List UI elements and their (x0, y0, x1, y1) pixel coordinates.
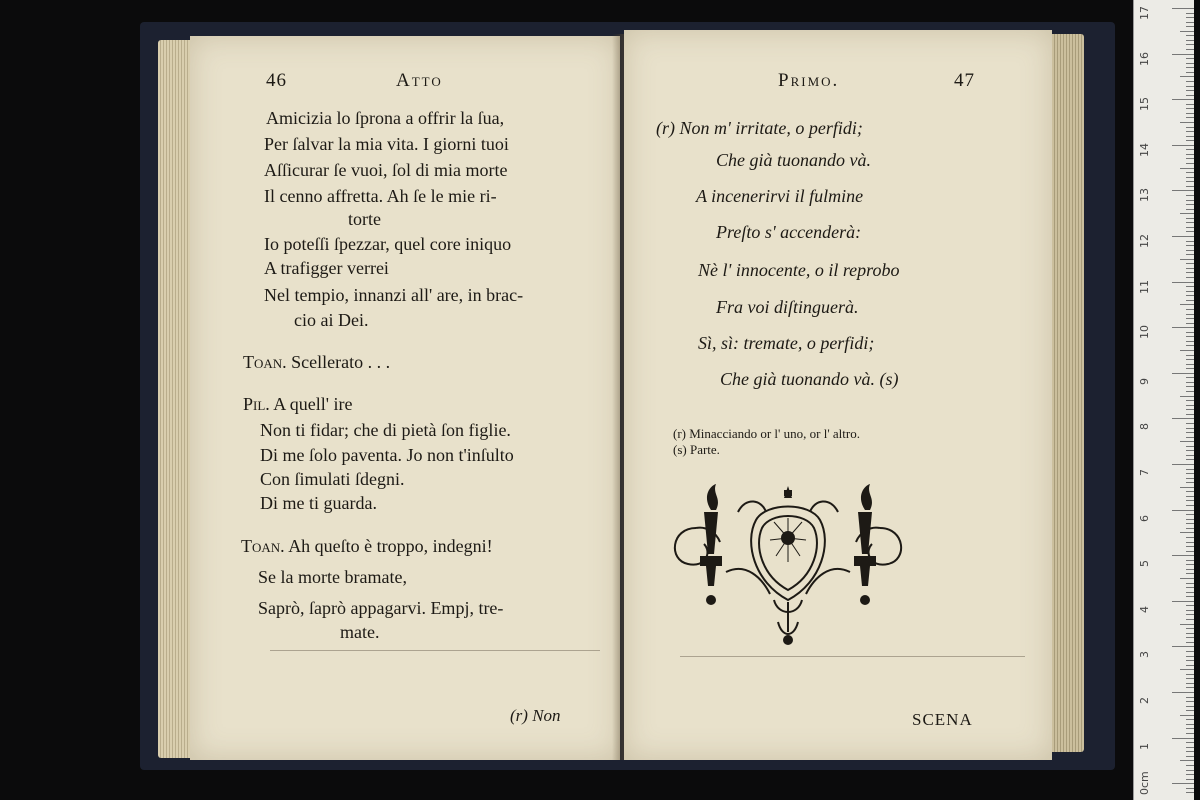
ruler-tick (1186, 605, 1194, 606)
ruler-tick (1186, 573, 1194, 574)
ruler-tick (1186, 113, 1194, 114)
ruler-tick (1186, 58, 1194, 59)
ruler-number: 17 (1138, 6, 1151, 20)
ruler-tick (1186, 719, 1194, 720)
speech-2-first (243, 394, 353, 415)
speech-2-line: Di me ſolo paventa. Jo non t'inſulto (260, 445, 514, 465)
ruler-tick (1186, 756, 1194, 757)
ruler-tick (1186, 414, 1194, 415)
fleuron-ornament (666, 482, 910, 648)
left-catchword (510, 706, 561, 726)
ruler-tick (1186, 724, 1194, 725)
ruler-tick (1186, 231, 1194, 232)
ruler-tick (1186, 742, 1194, 743)
ruler-tick (1186, 336, 1194, 337)
ruler-tick (1186, 26, 1194, 27)
ruler-tick (1186, 40, 1194, 41)
left-page-number: 46 (266, 70, 287, 91)
ruler-tick (1186, 200, 1194, 201)
ruler-tick (1186, 482, 1194, 483)
ruler-tick (1172, 783, 1194, 784)
ruler-number: 7 (1138, 469, 1151, 476)
ruler-tick (1186, 469, 1194, 470)
ruler-tick (1186, 127, 1194, 128)
speech-2-line: Non ti fidar; che di pietà ſon figlie. (260, 420, 511, 440)
ruler-number: 1 (1138, 742, 1151, 750)
ruler-tick (1186, 136, 1194, 137)
ruler-tick (1186, 355, 1194, 356)
aria-line: Che già tuonando và. (s) (720, 369, 899, 389)
ruler-tick (1172, 464, 1194, 465)
ruler-tick (1172, 99, 1194, 100)
ruler-tick (1186, 500, 1194, 501)
ruler-tick (1186, 117, 1194, 118)
ruler-tick (1186, 596, 1194, 597)
ruler-tick (1186, 263, 1194, 264)
ruler-tick (1186, 241, 1194, 242)
ruler-tick (1186, 250, 1194, 251)
ruler-number: 16 (1138, 51, 1151, 66)
ruler-tick (1172, 327, 1194, 328)
aria-line: Sì, sì: tremate, o perfidi; (698, 333, 875, 353)
ruler-number: 5 (1138, 560, 1151, 568)
verse-line: torte (348, 209, 381, 229)
ruler-tick (1186, 765, 1194, 766)
ruler-number: 15 (1138, 97, 1151, 112)
ruler-tick (1186, 687, 1194, 688)
ruler-tick (1180, 578, 1194, 579)
verse-line: Per ſalvar la mia vita. I giorni tuoi (264, 134, 509, 154)
ruler-tick (1186, 701, 1194, 702)
ruler-tick (1186, 332, 1194, 333)
ruler-tick (1186, 368, 1194, 369)
ruler-number: 9 (1138, 377, 1151, 385)
ruler-number: 11 (1138, 279, 1151, 294)
ruler-tick (1186, 674, 1194, 675)
ruler-tick (1186, 788, 1194, 789)
ruler-tick (1172, 8, 1194, 9)
ruler-tick (1172, 236, 1194, 237)
ruler-tick (1186, 514, 1194, 515)
ruler-tick (1186, 345, 1194, 346)
ruler-tick (1180, 168, 1194, 169)
ruler-tick (1186, 496, 1194, 497)
ruler-tick (1186, 181, 1194, 182)
speaker-label: Pil. (243, 394, 270, 414)
ruler-tick (1172, 373, 1194, 374)
ruler-number: 8 (1138, 423, 1151, 431)
ruler-tick (1186, 286, 1194, 287)
ruler-tick (1186, 633, 1194, 634)
ruler-tick (1186, 409, 1194, 410)
aria-line: Che già tuonando và. (716, 150, 871, 170)
ruler-tick (1186, 651, 1194, 652)
ruler-tick (1186, 222, 1194, 223)
verse-line: Il cenno affretta. Ah ſe le mie ri- (264, 186, 497, 206)
ruler-tick (1186, 678, 1194, 679)
ruler-tick (1186, 158, 1194, 159)
ruler-tick (1186, 459, 1194, 460)
speaker-label: Toan. (243, 352, 287, 372)
ruler-tick (1186, 446, 1194, 447)
measurement-ruler (1133, 0, 1194, 800)
speech-2-line: Di me ti guarda. (260, 493, 377, 513)
ruler-tick (1186, 314, 1194, 315)
ruler-tick (1186, 272, 1194, 273)
aria-line: (r) Non m' irritate, o perfidi; (656, 118, 863, 138)
ruler-tick (1186, 300, 1194, 301)
ruler-tick (1172, 738, 1194, 739)
aria-line: Fra voi diſtinguerà. (716, 297, 859, 317)
left-running-head: Atto (396, 70, 443, 91)
speech-2-line: Con ſimulati ſdegni. (260, 469, 405, 489)
ruler-tick (1186, 706, 1194, 707)
ruler-tick (1186, 359, 1194, 360)
ruler-tick (1186, 428, 1194, 429)
ruler-tick (1186, 154, 1194, 155)
ruler-tick (1186, 587, 1194, 588)
ruler-tick (1186, 610, 1194, 611)
ruler-tick (1186, 86, 1194, 87)
ruler-tick (1186, 17, 1194, 18)
ruler-tick (1186, 583, 1194, 584)
ruler-number: 14 (1138, 142, 1151, 157)
ruler-tick (1186, 733, 1194, 734)
ruler-tick (1180, 487, 1194, 488)
bleed-through-rule (270, 650, 600, 652)
ruler-tick (1186, 523, 1194, 524)
ruler-tick (1186, 779, 1194, 780)
ruler-tick (1186, 104, 1194, 105)
ruler-tick (1186, 592, 1194, 593)
speech-text: Scellerato . . . (291, 352, 391, 372)
ruler-tick (1186, 519, 1194, 520)
right-catchword: SCENA (912, 710, 973, 729)
ruler-tick (1186, 569, 1194, 570)
ruler-tick (1180, 624, 1194, 625)
ruler-number: 2 (1138, 697, 1151, 704)
speech-3-first (241, 536, 493, 557)
ruler-tick (1186, 108, 1194, 109)
ruler-tick (1186, 72, 1194, 73)
ruler-tick (1180, 31, 1194, 32)
speech-3-line: mate. (340, 622, 380, 642)
ruler-tick (1186, 268, 1194, 269)
speaker-label: Toan. (241, 536, 285, 556)
ruler-tick (1186, 614, 1194, 615)
ruler-tick (1180, 760, 1194, 761)
ruler-tick (1186, 405, 1194, 406)
ruler-tick (1180, 441, 1194, 442)
ruler-tick (1180, 259, 1194, 260)
ruler-tick (1172, 510, 1194, 511)
ruler-tick (1186, 546, 1194, 547)
ruler-tick (1186, 628, 1194, 629)
ruler-tick (1172, 145, 1194, 146)
ruler-tick (1186, 382, 1194, 383)
ruler-tick (1180, 532, 1194, 533)
ruler-tick (1180, 396, 1194, 397)
ruler-tick (1186, 35, 1194, 36)
ruler-tick (1186, 432, 1194, 433)
speech-3-line: Saprò, ſaprò appagarvi. Empj, tre- (258, 598, 504, 618)
ruler-tick (1186, 683, 1194, 684)
ruler-tick (1186, 13, 1194, 14)
ruler-tick (1186, 44, 1194, 45)
ruler-tick (1172, 601, 1194, 602)
footnote: (r) Minacciando or l' uno, or l' altro. (673, 426, 860, 441)
ruler-tick (1186, 318, 1194, 319)
ruler-tick (1186, 377, 1194, 378)
ruler-tick (1186, 149, 1194, 150)
right-page (624, 30, 1052, 760)
speech-1 (243, 352, 390, 373)
ruler-tick (1186, 774, 1194, 775)
footnote: (s) Parte. (673, 442, 720, 457)
right-page-number: 47 (954, 70, 975, 91)
ruler-tick (1186, 642, 1194, 643)
ruler-number: 3 (1138, 651, 1151, 659)
ruler-tick (1186, 491, 1194, 492)
ruler-tick (1186, 177, 1194, 178)
ruler-tick (1186, 528, 1194, 529)
ruler-tick (1186, 697, 1194, 698)
ruler-tick (1186, 309, 1194, 310)
aria-line: Preſto s' accenderà: (716, 222, 862, 242)
ruler-tick (1186, 49, 1194, 50)
verse-line: A trafigger verrei (264, 258, 389, 278)
ruler-tick (1186, 172, 1194, 173)
ruler-tick (1186, 22, 1194, 23)
ruler-tick (1186, 656, 1194, 657)
ruler-tick (1186, 81, 1194, 82)
ruler-tick (1186, 254, 1194, 255)
ruler-tick (1186, 747, 1194, 748)
ruler-tick (1186, 619, 1194, 620)
verse-line: Aſſicurar ſe vuoi, ſol di mia morte (264, 160, 508, 180)
ruler-tick (1180, 304, 1194, 305)
ruler-tick (1186, 245, 1194, 246)
ruler-tick (1186, 450, 1194, 451)
ruler-tick (1186, 770, 1194, 771)
ruler-number: 10 (1138, 325, 1151, 340)
ruler-tick (1186, 140, 1194, 141)
ruler-tick (1186, 637, 1194, 638)
ruler-tick (1186, 564, 1194, 565)
ruler-tick (1172, 54, 1194, 55)
ruler-tick (1186, 227, 1194, 228)
ruler-tick (1186, 437, 1194, 438)
bleed-through-rule (680, 656, 1025, 658)
ruler-tick (1186, 163, 1194, 164)
ruler-tick (1180, 350, 1194, 351)
ruler-tick (1186, 218, 1194, 219)
ruler-tick (1186, 537, 1194, 538)
catchword-text: (r) Non (510, 706, 561, 725)
ruler-tick (1186, 63, 1194, 64)
ruler-tick (1186, 455, 1194, 456)
right-running-head: Primo. (778, 70, 840, 91)
speech-3-line: Se la morte bramate, (258, 567, 407, 587)
ruler-tick (1180, 715, 1194, 716)
ruler-tick (1186, 728, 1194, 729)
ruler-tick (1186, 478, 1194, 479)
ruler-tick (1186, 186, 1194, 187)
ruler-tick (1180, 213, 1194, 214)
ruler-tick (1186, 710, 1194, 711)
ruler-tick (1186, 131, 1194, 132)
ruler-tick (1186, 665, 1194, 666)
ruler-tick (1186, 90, 1194, 91)
ruler-tick (1186, 364, 1194, 365)
ruler-number: 12 (1138, 234, 1151, 248)
ruler-tick (1172, 555, 1194, 556)
ruler-tick (1186, 391, 1194, 392)
ruler-tick (1186, 195, 1194, 196)
ruler-tick (1180, 76, 1194, 77)
ruler-tick (1186, 542, 1194, 543)
ruler-number: 6 (1138, 514, 1151, 522)
ruler-tick (1186, 560, 1194, 561)
ruler-tick (1186, 95, 1194, 96)
ruler-number: 0cm (1138, 771, 1151, 796)
ruler-tick (1180, 122, 1194, 123)
ruler-tick (1186, 792, 1194, 793)
verse-line: Io poteſſi ſpezzar, quel core iniquo (264, 234, 512, 254)
aria-line: Nè l' innocente, o il reprobo (698, 260, 900, 280)
ruler-tick (1186, 323, 1194, 324)
ruler-tick (1172, 190, 1194, 191)
ruler-tick (1186, 386, 1194, 387)
verse-line: Nel tempio, innanzi all' are, in brac- (264, 285, 524, 305)
ruler-tick (1186, 277, 1194, 278)
ruler-tick (1172, 692, 1194, 693)
ruler-tick (1172, 646, 1194, 647)
speech-text: Ah queſto è troppo, indegni! (288, 536, 493, 556)
ruler-tick (1186, 751, 1194, 752)
verse-line: cio ai Dei. (294, 310, 369, 330)
ruler-number: 4 (1138, 605, 1151, 613)
ruler-tick (1186, 505, 1194, 506)
ruler-tick (1186, 295, 1194, 296)
ruler-tick (1186, 423, 1194, 424)
ruler-tick (1186, 400, 1194, 401)
ruler-tick (1186, 291, 1194, 292)
ruler-number: 13 (1138, 188, 1151, 203)
ruler-tick (1186, 473, 1194, 474)
ruler-tick (1186, 551, 1194, 552)
speech-text: A quell' ire (273, 394, 353, 414)
ruler-tick (1186, 204, 1194, 205)
ruler-tick (1172, 282, 1194, 283)
aria-line: A incenerirvi il fulmine (696, 186, 864, 206)
ruler-tick (1186, 209, 1194, 210)
verse-line: Amicizia lo ſprona a offrir la ſua, (266, 108, 505, 128)
ruler-tick (1186, 67, 1194, 68)
ruler-tick (1172, 418, 1194, 419)
ruler-tick (1186, 660, 1194, 661)
ruler-tick (1180, 669, 1194, 670)
ruler-tick (1186, 341, 1194, 342)
